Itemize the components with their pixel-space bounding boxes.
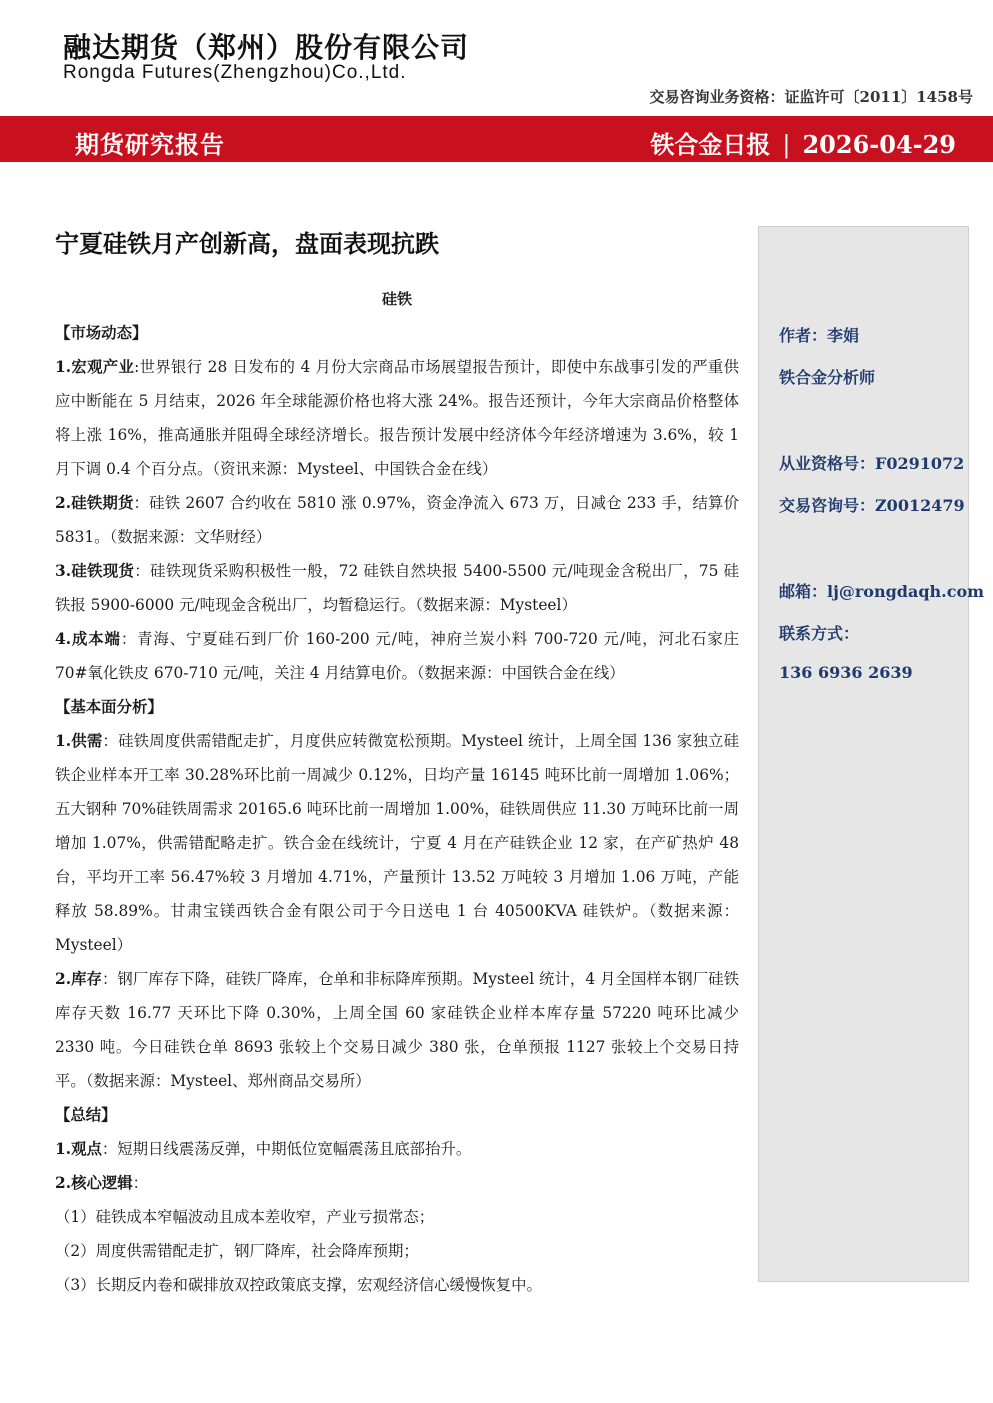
author-name: 作者：李娟 <box>779 326 860 345</box>
summary-logic <box>55 1166 739 1200</box>
market-item-macro <box>55 350 739 486</box>
report-banner <box>0 116 993 162</box>
report-date: 2026-04-29 <box>802 130 956 159</box>
article-body <box>55 220 739 1302</box>
summary-view <box>55 1132 739 1166</box>
item-text: ：钢厂库存下降，硅铁厂降库，仓单和非标降库预期。Mysteel 统计，4 月全国样本钢厂硅铁库存天数 16.77 天环比下降 0.30%，上周全国 60 家硅铁企业样本库存量 57220 吨环比减少 2330 吨。今日硅铁仓单 8693 张较上个交易日减少 380 张，仓单预报 1127 张较上个交易日持平。（数据来源：Mysteel、郑州商品交易所） <box>55 970 739 1090</box>
author-email[interactable]: 邮箱：lj@rongdaqh.com <box>779 582 985 601</box>
report-type: 期货研究报告 <box>75 130 225 159</box>
article-subtitle: 硅铁 <box>381 290 412 308</box>
contact-phone: 136 6936 2639 <box>779 663 913 682</box>
market-item-cost <box>55 622 739 690</box>
logic-item: （2）周度供需错配走扩，钢厂降库，社会降库预期； <box>55 1242 419 1260</box>
item-label: 2.硅铁期货 <box>55 494 134 512</box>
item-text: ：硅铁现货采购积极性一般，72 硅铁自然块报 5400-5500 元/吨现金含税出厂，75 硅铁报 5900-6000 元/吨现金含税出厂，均暂稳运行。（数据来源：Mysteel） <box>55 562 739 614</box>
company-name-cn: 融达期货（郑州）股份有限公司 <box>63 31 470 64</box>
item-text: ： <box>132 1174 149 1192</box>
section-title-fundamental: 【基本面分析】 <box>55 698 163 716</box>
logic-item: （1）硅铁成本窄幅波动且成本差收窄，产业亏损常态； <box>55 1208 435 1226</box>
item-text: ：硅铁周度供需错配走扩，月度供应转微宽松预期。Mysteel 统计，上周全国 136 家独立硅铁企业样本开工率 30.28%环比前一周减少 0.12%，日均产量 16145 吨环比前一周增加 1.06%；五大钢种 70%硅铁周需求 20165.6 吨环比前一周增加 1.00%，硅铁周供应 11.30 万吨环比前一周增加 1.07%，供需错配略走扩。铁合金在线统计，宁夏 4 月在产硅铁企业 12 家，在产矿热炉 48 台，平均开工率 56.47%较 3 月增加 4.71%，产量预计 13.52 万吨较 3 月增加 1.06 万吨，产能释放 58.89%。甘肃宝镁西铁合金有限公司于今日送电 1 台 40500KVA 硅铁炉。（数据来源：Mysteel） <box>55 732 739 954</box>
item-text: ：青海、宁夏硅石到厂价 160-200 元/吨，神府兰炭小料 700-720 元/吨，河北石家庄 70#氧化铁皮 670-710 元/吨，关注 4 月结算电价。（数据来源：中国铁合金在线） <box>55 630 739 682</box>
item-label: 3.硅铁现货 <box>55 562 135 580</box>
company-name-en: Rongda Futures(Zhengzhou)Co.,Ltd. <box>63 62 407 83</box>
article-headline: 宁夏硅铁月产创新高，盘面表现抗跌 <box>55 229 439 258</box>
section-title-summary: 【总结】 <box>55 1106 117 1124</box>
market-item-spot <box>55 554 739 622</box>
contact-label: 联系方式： <box>779 624 860 643</box>
fundamental-item-supply-demand <box>55 724 739 962</box>
logic-item: （3）长期反内卷和碳排放双控政策底支撑，宏观经济信心缓慢恢复中。 <box>55 1276 542 1294</box>
fundamental-item-inventory <box>55 962 739 1098</box>
report-name: 铁合金日报 <box>650 130 771 159</box>
license-info: 交易咨询业务资格：证监许可〔2011〕1458号 <box>649 88 973 106</box>
item-label: 4.成本端 <box>55 630 121 648</box>
item-label: 1.供需 <box>55 732 103 750</box>
item-label: 2.核心逻辑 <box>55 1174 133 1192</box>
item-label: 1.观点 <box>55 1140 102 1158</box>
author-role: 铁合金分析师 <box>779 368 876 387</box>
item-label: 2.库存 <box>55 970 102 988</box>
consult-number: 交易咨询号：Z0012479 <box>779 496 965 515</box>
market-item-futures <box>55 486 739 554</box>
item-label: 1.宏观产业 <box>55 358 135 376</box>
section-title-market: 【市场动态】 <box>55 324 148 342</box>
author-sidebar <box>758 226 985 1282</box>
report-name-date <box>650 125 956 160</box>
item-text: ：硅铁 2607 合约收在 5810 涨 0.97%，资金净流入 673 万，日减仓 233 手，结算价 5831。（数据来源：文华财经） <box>55 494 739 546</box>
item-text: ：短期日线震荡反弹，中期低位宽幅震荡且底部抬升。 <box>101 1140 472 1158</box>
item-text: :世界银行 28 日发布的 4 月份大宗商品市场展望报告预计，即使中东战事引发的严重供应中断能在 5 月结束，2026 年全球能源价格也将大涨 24%。报告还预计，今年大宗商品价格整体将上涨 16%，推高通胀并阻碍全球经济增长。报告预计发展中经济体今年经济增速为 3.6%，较 1 月下调 0.4 个百分点。（资讯来源：Mysteel、中国铁合金在线） <box>55 358 739 478</box>
banner-separator: | <box>782 131 791 159</box>
qualification-number: 从业资格号：F0291072 <box>779 454 965 473</box>
